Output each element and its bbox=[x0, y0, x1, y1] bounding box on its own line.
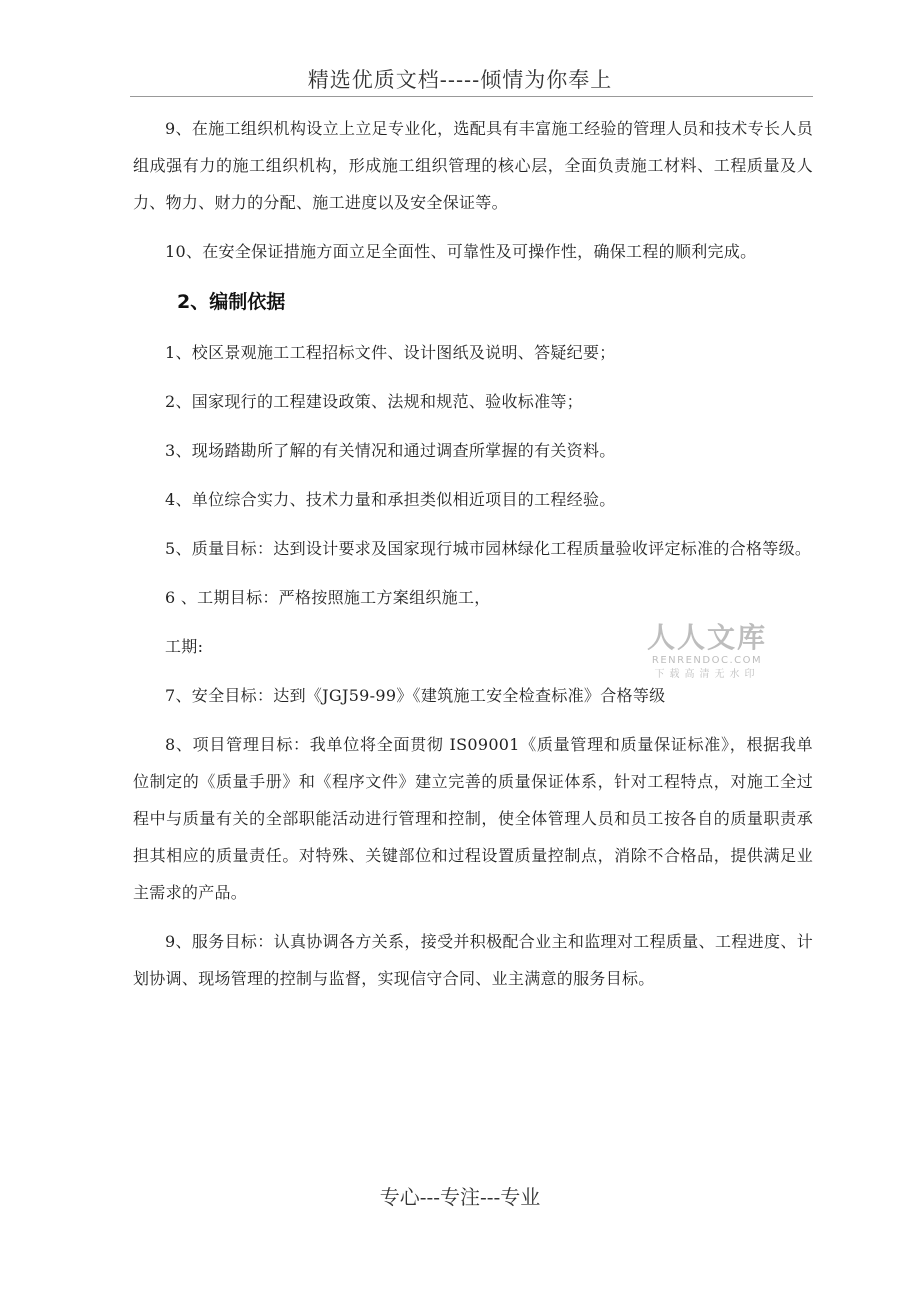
management-goal: 8、项目管理目标：我单位将全面贯彻 IS09001《质量管理和质量保证标准》，根据我单位制定的《质量手册》和《程序文件》建立完善的质量保证体系，针对工程特点，对施工全过程中与质量有关的全部职能活动进行管理和控制，使全体管理人员和员工按各自的质量职责承担其相应的质量责任。对特殊、关键部位和过程设置质量控制点，消除不合格品，提供满足业主需求的产品。 bbox=[133, 735, 813, 902]
watermark-url: RENRENDOC.COM bbox=[651, 655, 763, 666]
watermark-subtitle: 下载高清无水印 bbox=[654, 669, 760, 680]
service-goal: 9、服务目标：认真协调各方关系，接受并积极配合业主和监理对工程质量、工程进度、计划协调、现场管理的控制与监督，实现信守合同、业主满意的服务目标。 bbox=[133, 932, 813, 988]
schedule-label: 工期: bbox=[165, 637, 204, 656]
header-divider bbox=[130, 96, 813, 97]
schedule-goal: 6 、工期目标：严格按照施工方案组织施工， bbox=[165, 588, 491, 607]
document-body bbox=[133, 110, 813, 997]
page-footer: 专心---专注---专业 bbox=[379, 1185, 541, 1209]
basis-item-3: 3、现场踏勘所了解的有关情况和通过调查所掌握的有关资料。 bbox=[165, 441, 616, 460]
watermark-logo bbox=[642, 622, 772, 682]
safety-goal: 7、安全目标：达到《JGJ59-99》《建筑施工安全检查标准》合格等级 bbox=[165, 686, 666, 705]
paragraph-9: 9、在施工组织机构设立上立足专业化，选配具有丰富施工经验的管理人员和技术专长人员组成强有力的施工组织机构，形成施工组织管理的核心层，全面负责施工材料、工程质量及人力、物力、财力的分配、施工进度以及安全保证等。 bbox=[133, 119, 813, 212]
section-heading: 2、编制依据 bbox=[177, 291, 286, 313]
basis-item-4: 4、单位综合实力、技术力量和承担类似相近项目的工程经验。 bbox=[165, 490, 616, 509]
paragraph-10: 10、在安全保证措施方面立足全面性、可靠性及可操作性，确保工程的顺利完成。 bbox=[165, 242, 757, 261]
page-header: 精选优质文档-----倾情为你奉上 bbox=[307, 68, 613, 92]
basis-item-1: 1、校区景观施工工程招标文件、设计图纸及说明、答疑纪要； bbox=[165, 343, 616, 362]
watermark-title: 人人文库 bbox=[646, 621, 767, 654]
basis-item-2: 2、国家现行的工程建设政策、法规和规范、验收标准等； bbox=[165, 392, 583, 411]
quality-goal: 5、质量目标：达到设计要求及国家现行城市园林绿化工程质量验收评定标准的合格等级。 bbox=[165, 539, 812, 558]
